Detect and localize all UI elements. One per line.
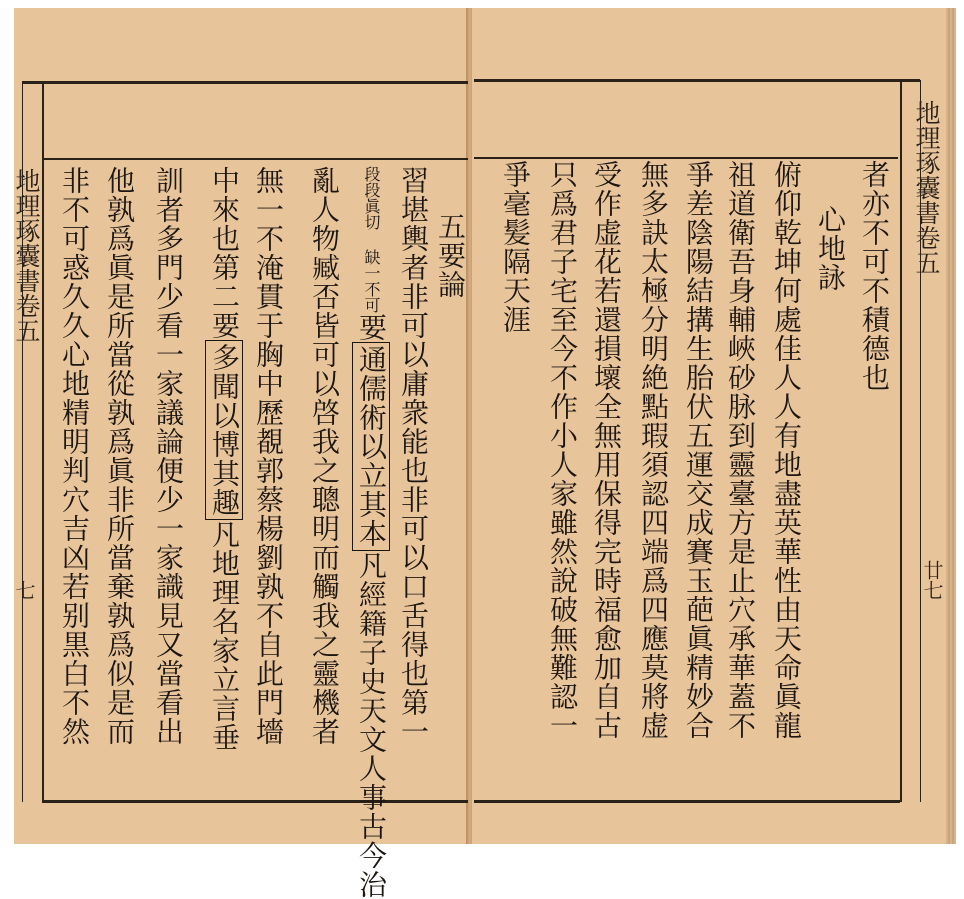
text-run: 訓者多門少看一家議論便少一家識見又當看出 <box>152 166 185 746</box>
text-run: 習堪輿者非可以庸衆能也非可以口舌得也第一 <box>397 166 430 746</box>
right-column-6 <box>635 160 671 740</box>
text-run: 者亦不可不積德也 <box>858 160 891 392</box>
left-bottom-rule <box>42 800 468 803</box>
boxed-heading: 多聞以博其趣 <box>205 340 243 520</box>
text-run: 無一不淹貫于胸中歷覩郭蔡楊劉孰不自此門墻 <box>252 166 285 746</box>
right-folio: 廿七 <box>920 560 944 600</box>
interlinear-note: 段段眞切 缺一不可 <box>362 166 381 313</box>
text-run: 凡經籍子史天文人事古今治 <box>355 551 388 899</box>
text-run: 亂人物臧否皆可以啓我之聰明而觸我之靈機者 <box>308 166 341 746</box>
boxed-heading: 通儒術以立其本 <box>352 342 390 551</box>
page-edges <box>946 8 956 844</box>
left-column-5 <box>250 166 286 746</box>
text-run: 受作虚花若還損壞全無用保得完時福愈加自古 <box>590 160 623 740</box>
left-header-rule <box>42 158 468 160</box>
text-run: 只爲君子宅至今不作小人家雖然說破無難認一 <box>546 160 579 740</box>
left-column-6 <box>205 166 243 752</box>
text-run: 五要論 <box>434 212 467 299</box>
text-run: 祖道衛吾身輔峽砂脉到靈臺方是止穴承華蓋不 <box>724 160 757 740</box>
text-run: 爭差陰陽結搆生胎伏五運交成賽玉葩眞精妙合 <box>682 160 715 740</box>
right-column-2 <box>812 205 848 292</box>
text-run: 非不可惑久久心地精明判穴吉凶若别黒白不然 <box>58 166 91 746</box>
right-outer-rule <box>900 80 902 802</box>
left-column-9 <box>56 166 92 746</box>
right-column-3 <box>768 160 804 740</box>
text-run: 心地詠 <box>814 205 847 292</box>
text-run: 要 <box>355 313 388 342</box>
right-top-rule <box>474 79 920 82</box>
text-run: 爭毫髪隔天涯 <box>499 160 532 334</box>
left-column-7 <box>150 166 186 746</box>
right-column-8 <box>544 160 580 740</box>
left-column-3 <box>352 166 390 899</box>
right-column-1 <box>856 160 892 392</box>
right-margin-title: 地理琢囊書卷五 <box>912 100 941 275</box>
left-column-4 <box>306 166 342 746</box>
text-run: 他孰爲眞是所當從孰爲眞非所當棄孰爲似是而 <box>103 166 136 746</box>
left-column-1 <box>395 166 431 746</box>
text-run: 俯仰乾坤何處佳人人有地盡英華性由天命眞龍 <box>770 160 803 740</box>
left-folio: 七 <box>12 580 36 600</box>
right-column-4 <box>722 160 758 740</box>
left-column-8 <box>101 166 137 746</box>
left-margin-title: 地理琢囊書卷五 <box>12 168 41 343</box>
right-bottom-rule <box>474 800 900 803</box>
text-run: 凡地理名家立言垂 <box>208 520 241 752</box>
right-header-rule <box>474 157 898 159</box>
right-column-9 <box>497 160 533 334</box>
text-run: 無多訣太極分明絶點瑕須認四端爲四應莫將虚 <box>637 160 670 740</box>
right-column-7 <box>588 160 624 740</box>
right-column-5 <box>680 160 716 740</box>
left-column-2 <box>432 212 468 299</box>
left-top-rule <box>22 81 468 84</box>
text-run: 中來也第二要 <box>208 166 241 340</box>
